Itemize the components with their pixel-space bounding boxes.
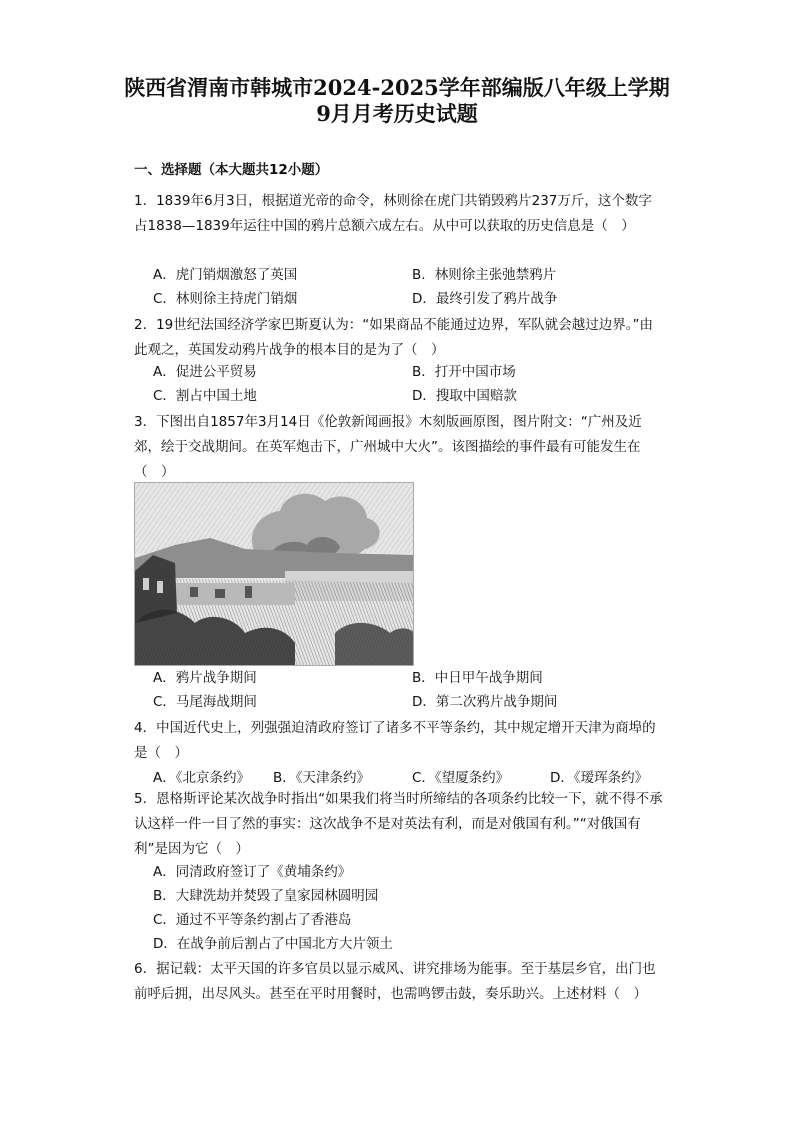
question-4-option-c: C．《望厦条约》 [412,770,510,786]
exam-title-line2: 9月月考历史试题 [316,101,478,126]
question-2-option-c: C．割占中国土地 [153,388,257,404]
section-heading: 一、选择题（本大题共12小题） [134,162,329,178]
question-4-option-b: B．《天津条约》 [273,770,371,786]
question-3-option-a: A．鸦片战争期间 [153,670,257,686]
question-1-option-d: D．最终引发了鸦片战争 [412,291,558,307]
question-5-option-d: D．在战争前后割占了中国北方大片领土 [153,936,393,952]
question-4-option-d: D．《瑷珲条约》 [550,770,649,786]
woodcut-canton-illustration [134,482,414,666]
question-3-option-c: C．马尾海战期间 [153,694,257,710]
question-2-option-b: B．打开中国市场 [412,364,516,380]
question-2-option-a: A．促进公平贸易 [153,364,257,380]
exam-title-line1: 陕西省渭南市韩城市2024-2025学年部编版八年级上学期 [124,75,670,100]
question-3-option-d: D．第二次鸦片战争期间 [412,694,558,710]
question-4-stem: 4．中国近代史上，列强强迫清政府签订了诸多不平等条约，其中规定增开天津为商埠的是（ ） [134,720,656,761]
question-3-option-b: B．中日甲午战争期间 [412,670,543,686]
question-5-option-c: C．通过不平等条约割占了香港岛 [153,912,352,928]
question-3-stem: 3．下图出自1857年3月14日《伦敦新闻画报》木刻版画原图，图片附文：“广州及近郊，绘于交战期间。在英军炮击下，广州城中大火”。该图描绘的事件最有可能发生在（ ） [134,414,642,480]
question-2-stem: 2．19世纪法国经济学家巴斯夏认为：“如果商品不能通过边界，军队就会越过边界。”由此观之，英国发动鸦片战争的根本目的是为了（ ） [134,317,654,358]
question-5-option-b: B．大肆洗劫并焚毁了皇家园林圆明园 [153,888,379,904]
question-1-option-b: B．林则徐主张弛禁鸦片 [412,267,557,283]
question-1-stem: 1．1839年6月3日，根据道光帝的命令，林则徐在虎门共销毁鸦片237万斤，这个数字占1838—1839年运往中国的鸦片总额六成左右。从中可以获取的历史信息是（ ） [134,193,652,234]
question-5-stem: 5．恩格斯评论某次战争时指出“如果我们将当时所缔结的各项条约比较一下，就不得不承认这样一件一目了然的事实：这次战争不是对英法有利，而是对俄国有利。”“对俄国有利”是因为它（ ） [134,791,663,857]
question-4-option-a: A．《北京条约》 [153,770,250,786]
woodcut-canton-illustration-svg [135,483,413,665]
question-6-stem: 6．据记载：太平天国的许多官员以显示威风、讲究排场为能事。至于基层乡官，出门也前呼后拥，出尽风头。甚至在平时用餐时，也需鸣锣击鼓，奏乐助兴。上述材料（ ） [134,961,656,1002]
question-5-option-a: A．同清政府签订了《黄埔条约》 [153,864,352,880]
question-2-option-d: D．搜取中国赔款 [412,388,517,404]
question-1-option-c: C．林则徐主持虎门销烟 [153,291,298,307]
question-1-option-a: A．虎门销烟激怒了英国 [153,267,298,283]
